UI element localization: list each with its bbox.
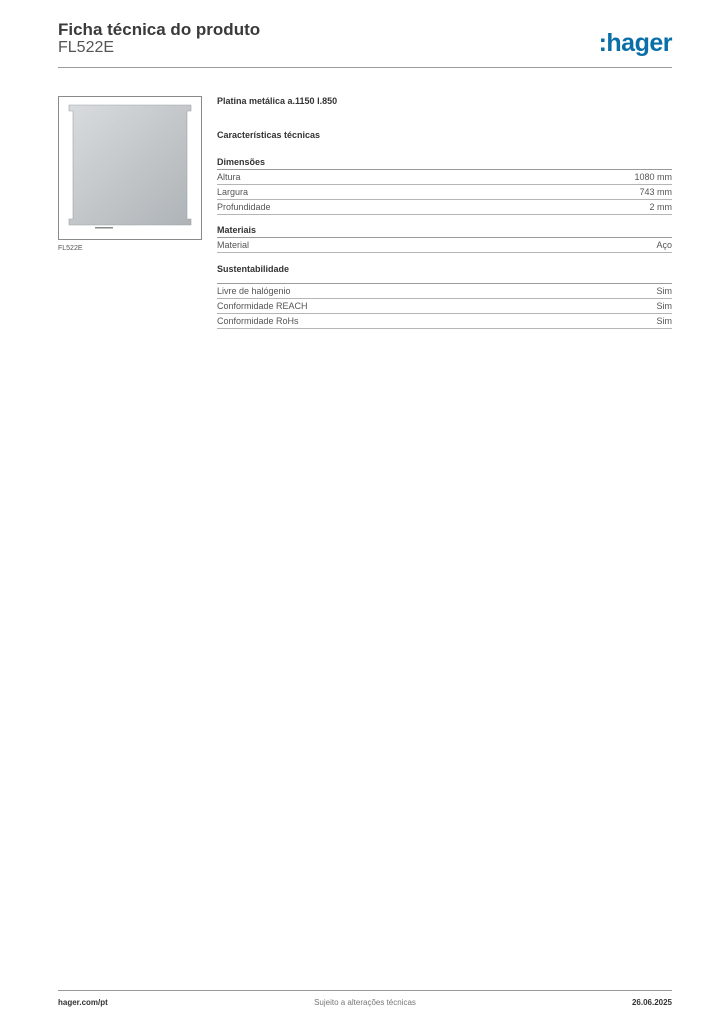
spec-row	[217, 283, 672, 299]
logo-text: hager	[606, 29, 672, 57]
spec-value: 743 mm	[639, 187, 672, 197]
spec-row	[217, 170, 672, 185]
hager-logo	[599, 29, 672, 58]
spec-label: Largura	[217, 187, 249, 197]
spec-row	[217, 200, 672, 215]
spec-label: Conformidade REACH	[217, 301, 308, 311]
section-title: Dimensões	[217, 156, 672, 170]
spec-value: 1080 mm	[634, 172, 672, 182]
section-materials	[217, 224, 672, 253]
header-divider	[58, 67, 672, 68]
footer-date: 26.06.2025	[631, 998, 672, 1007]
spec-value: Sim	[656, 301, 672, 311]
footer-divider	[58, 990, 672, 991]
spec-value: 2 mm	[649, 202, 672, 212]
section-sustainability	[217, 263, 672, 329]
metal-plate-image	[65, 101, 195, 229]
spec-value: Sim	[656, 316, 672, 326]
spec-value: Aço	[656, 240, 672, 250]
technical-characteristics-title: Características técnicas	[217, 130, 321, 140]
spec-label: Altura	[217, 172, 241, 182]
document-title: Ficha técnica do produto	[58, 20, 261, 39]
spec-value: Sim	[656, 286, 672, 296]
spec-row	[217, 299, 672, 314]
spec-label: Livre de halógenio	[217, 286, 291, 296]
spec-label: Profundidade	[217, 202, 271, 212]
document-footer	[58, 998, 672, 1010]
spec-label: Conformidade RoHs	[217, 316, 299, 326]
spec-row	[217, 185, 672, 200]
section-title: Materiais	[217, 224, 672, 238]
section-title: Sustentabilidade	[217, 264, 290, 274]
photo-caption: FL522E	[58, 245, 83, 252]
spec-row	[217, 238, 672, 253]
logo-mark: :	[598, 29, 607, 57]
footer-notice: Sujeito a alterações técnicas	[314, 998, 416, 1007]
section-dimensions	[217, 156, 672, 215]
spec-row	[217, 314, 672, 329]
product-code: FL522E	[58, 39, 115, 56]
document-header	[58, 20, 672, 68]
spec-label: Material	[217, 240, 250, 250]
product-photo	[58, 96, 202, 240]
product-name: Platina metálica a.1150 l.850	[217, 96, 338, 106]
footer-website-link[interactable]: hager.com/pt	[58, 998, 108, 1007]
